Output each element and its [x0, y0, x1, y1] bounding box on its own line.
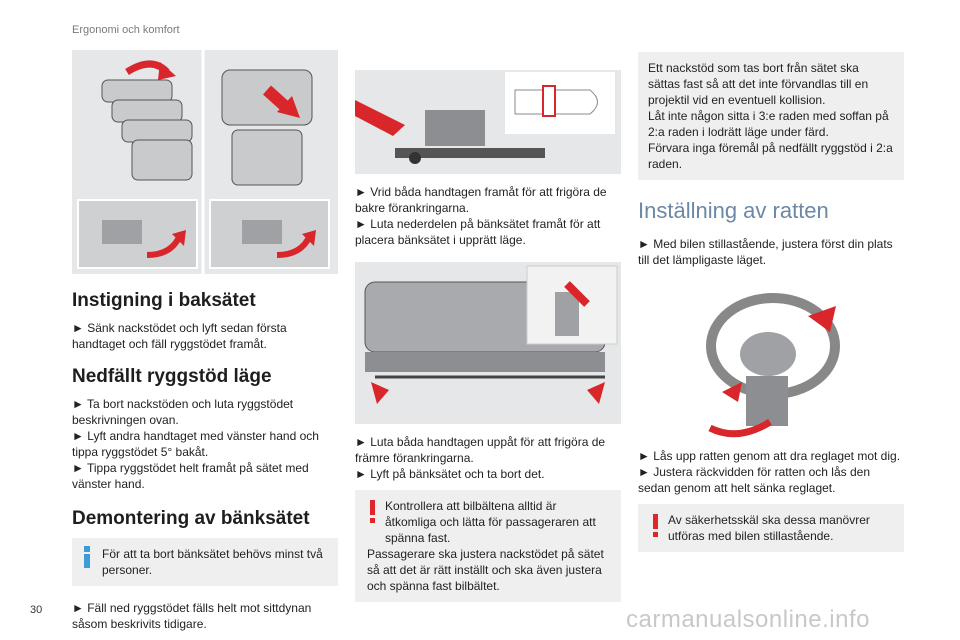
step-text: ► Luta nederdelen på bänksätet framåt för att placera bänksätet i upprätt läge.: [355, 217, 601, 247]
step-text: ► Vrid båda handtagen framåt för att frigöra de bakre förankringarna.: [355, 185, 607, 215]
step-text: ► Justera räckvidden för ratten och lås den sedan genom att helt sänka reglaget.: [638, 465, 870, 495]
note-text: Förvara inga föremål på nedfällt ryggstöd i 2:a raden.: [648, 141, 893, 171]
info-box: [72, 538, 338, 586]
front-anchor-illustration: [355, 262, 621, 424]
column-2: [355, 70, 621, 602]
warning-text: utföras med bilen stillastående.: [668, 529, 834, 543]
step-text: ► Tippa ryggstödet helt framåt på sätet med vänster hand.: [72, 460, 309, 491]
column-3: [638, 52, 904, 552]
seat-folding-illustration: [72, 50, 338, 274]
note-text: Låt inte någon sitta i 3:e raden med soffan på 2:a raden i lodrätt läge under färd.: [648, 109, 889, 139]
warning-box: [355, 490, 621, 602]
info-text: För att ta bort bänksätet behövs minst två personer.: [102, 546, 323, 577]
running-header: Ergonomi och komfort: [72, 24, 180, 36]
step-text: ► Lås upp ratten genom att dra reglaget mot dig.: [638, 449, 901, 463]
heading-instigning: Instigning i baksätet: [72, 290, 256, 311]
heading-nedfallt: Nedfällt ryggstöd läge: [72, 365, 272, 387]
warning-text: Kontrollera att bilbältena alltid är: [385, 499, 557, 513]
step-text: ► Sänk nackstödet och lyft sedan första handtaget och fäll ryggstödet framåt.: [72, 320, 287, 351]
step-text: ► Lyft på bänksätet och ta bort det.: [355, 467, 545, 481]
note-box: [638, 52, 904, 180]
step-text: ► Lyft andra handtaget med vänster hand och tippa ryggstödet 5° bakåt.: [72, 428, 319, 459]
column-1: [72, 50, 338, 632]
page-number: 30: [30, 604, 43, 616]
watermark: carmanualsonline.info: [626, 606, 870, 633]
rear-anchor-illustration: [355, 70, 621, 174]
step-text: ► Fäll ned ryggstödet fälls helt mot sittdynan såsom beskrivits tidigare.: [72, 600, 312, 631]
note-text: Ett nackstöd som tas bort från sätet ska sättas fast så att det inte förvandlas till en projektil vid en eventuell kollision.: [648, 61, 869, 107]
warning-box: [638, 504, 904, 552]
info-icon: [82, 546, 92, 568]
step-text: ► Ta bort nackstöden och luta ryggstödet beskrivningen ovan.: [72, 396, 294, 427]
step-text: ► Med bilen stillastående, justera först din plats till det lämpligaste läget.: [638, 237, 893, 267]
step-text: ► Luta båda handtagen uppåt för att frigöra de främre förankringarna.: [355, 435, 606, 465]
warning-text: åtkomliga och lätta för passageraren att spänna fast.: [385, 515, 596, 545]
heading-ratten: Inställning av ratten: [638, 198, 829, 223]
heading-demontering: Demontering av bänksätet: [72, 507, 310, 529]
warning-text: Av säkerhetsskäl ska dessa manövrer: [668, 513, 870, 527]
warning-text: Passagerare ska justera nackstödet på sätet så att det är rätt inställt och ska även justera och spänna fast bilbältet.: [367, 547, 604, 593]
warning-icon: [367, 500, 377, 524]
steering-wheel-illustration: [638, 286, 904, 438]
warning-icon: [650, 514, 660, 538]
